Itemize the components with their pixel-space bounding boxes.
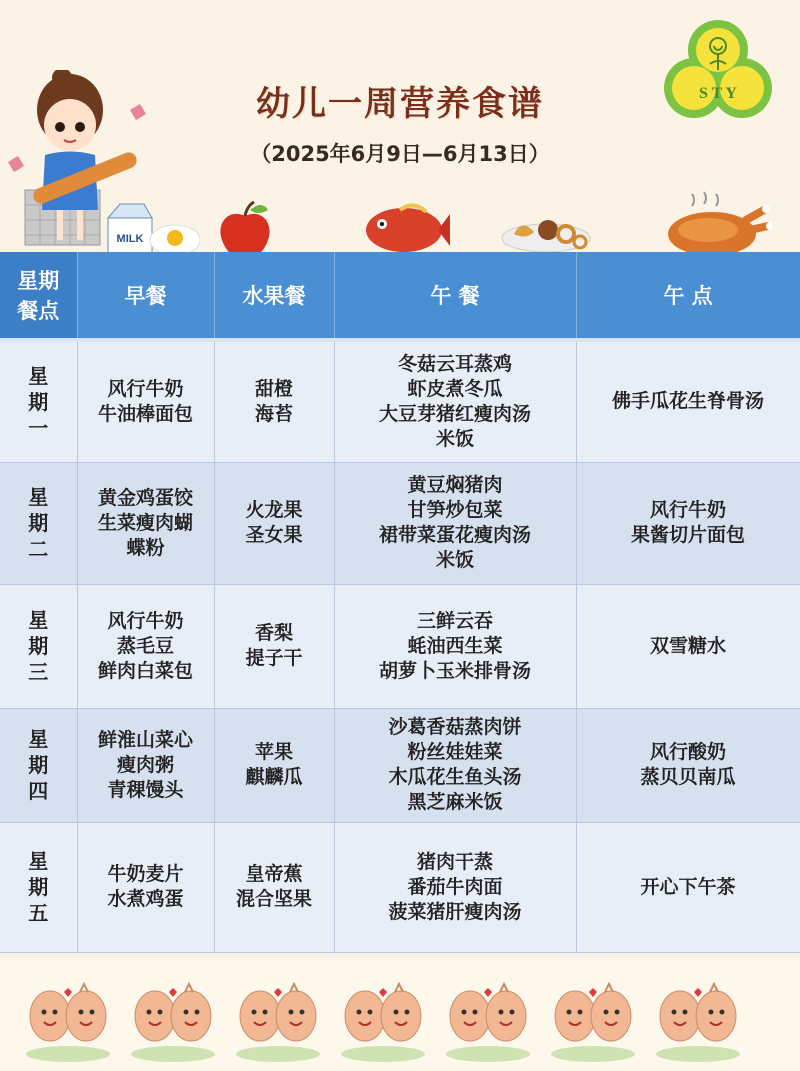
- menu-item: 米饭: [435, 427, 474, 450]
- day-cell: [0, 584, 77, 708]
- day-char: 星: [28, 608, 49, 632]
- menu-item: 海苔: [254, 402, 293, 425]
- menu-item: 蝶粉: [126, 536, 165, 559]
- menu-item: 蒸贝贝南瓜: [640, 766, 736, 788]
- menu-item: 甜橙: [254, 377, 293, 400]
- menu-item: 水煮鸡蛋: [107, 888, 184, 910]
- fish-icon: [360, 196, 450, 258]
- egg-couple-icon: [446, 984, 530, 1062]
- menu-item: 混合坚果: [235, 888, 312, 910]
- egg-couple-icon: [656, 984, 740, 1062]
- day-char: 期: [28, 634, 49, 658]
- menu-item: 虾皮煮冬瓜: [407, 377, 503, 400]
- menu-item: 蒸毛豆: [116, 634, 174, 657]
- menu-item: 提子干: [245, 647, 303, 669]
- day-char: 三: [28, 660, 49, 684]
- menu-item: 米饭: [435, 549, 474, 571]
- menu-item: 蚝油西生菜: [407, 634, 503, 657]
- day-char: 期: [28, 875, 49, 899]
- menu-item: 生菜瘦肉蝴: [97, 511, 193, 534]
- egg-couple-icon: [236, 984, 320, 1062]
- menu-item: 果酱切片面包: [630, 524, 745, 546]
- menu-item: 猪肉干蒸: [416, 850, 493, 873]
- menu-item: 风行牛奶: [649, 499, 726, 521]
- breakfast-cell: [77, 462, 214, 584]
- day-char: 期: [28, 511, 49, 535]
- menu-item: 番茄牛肉面: [407, 875, 503, 898]
- menu-item: 双雪糖水: [649, 634, 726, 657]
- egg-couple-icon: [551, 984, 635, 1062]
- menu-item: 裙带菜蛋花瘦肉汤: [378, 524, 531, 546]
- snack-cell: [576, 342, 800, 462]
- snack-plate-icon: [500, 204, 592, 256]
- menu-item: 牛油棒面包: [97, 402, 193, 425]
- menu-item: 麒麟瓜: [245, 766, 303, 788]
- menu-item: 火龙果: [245, 499, 303, 521]
- menu-item: 皇帝蕉: [245, 863, 303, 885]
- lunch-cell: [334, 584, 576, 708]
- menu-item: 佛手瓜花生脊骨汤: [611, 390, 764, 413]
- day-cell: [0, 462, 77, 584]
- egg-couple-strip: [0, 958, 800, 1067]
- fruit-cell: [214, 342, 334, 462]
- table-row: [0, 342, 800, 462]
- breakfast-cell: [77, 342, 214, 462]
- column-header-snack: 午 点: [576, 252, 800, 338]
- snack-cell: [576, 708, 800, 822]
- menu-item: 沙葛香菇蒸肉饼: [388, 716, 522, 738]
- snack-cell: [576, 462, 800, 584]
- day-char: 星: [28, 727, 49, 751]
- breakfast-cell: [77, 708, 214, 822]
- menu-item: 三鲜云吞: [416, 609, 493, 632]
- day-char: 星: [28, 849, 49, 873]
- day-char: 期: [28, 389, 49, 414]
- menu-item: 黄金鸡蛋饺: [97, 486, 193, 509]
- table-row: [0, 822, 800, 952]
- table-row: [0, 708, 800, 822]
- menu-item: 瘦肉粥: [116, 753, 174, 776]
- menu-item: 大豆芽猪红瘦肉汤: [378, 402, 531, 425]
- menu-item: 风行酸奶: [649, 741, 726, 763]
- egg-couple-decoration: [0, 958, 800, 1067]
- day-char: 五: [28, 901, 49, 925]
- menu-item: 甘笋炒包菜: [407, 499, 503, 521]
- breakfast-cell: [77, 822, 214, 952]
- menu-item: 牛奶麦片: [107, 863, 184, 885]
- apple-icon: [214, 200, 276, 260]
- menu-item: 青稞馒头: [107, 778, 184, 801]
- lunch-cell: [334, 342, 576, 462]
- snack-cell: [576, 822, 800, 952]
- breakfast-cell: [77, 584, 214, 708]
- table-row: [0, 584, 800, 708]
- day-char: 期: [28, 753, 49, 777]
- fruit-cell: [214, 822, 334, 952]
- column-header-breakfast: 早餐: [77, 252, 214, 338]
- roast-chicken-icon: [662, 190, 772, 258]
- day-cell: [0, 708, 77, 822]
- menu-item: 风行牛奶: [107, 377, 184, 400]
- menu-item: 鲜淮山菜心: [97, 728, 193, 751]
- corner-header: [0, 252, 77, 338]
- logo-text: S T Y: [699, 85, 737, 102]
- menu-item: 粉丝娃娃菜: [407, 741, 503, 763]
- day-char: 二: [28, 537, 49, 561]
- day-char: 星: [28, 485, 49, 509]
- lunch-cell: [334, 708, 576, 822]
- day-char: 星: [28, 363, 49, 388]
- day-cell: [0, 822, 77, 952]
- lunch-cell: [334, 822, 576, 952]
- column-header-lunch: 午 餐: [334, 252, 576, 338]
- day-char: 一: [28, 415, 49, 440]
- menu-item: 圣女果: [245, 524, 303, 546]
- weekly-menu-table: [0, 252, 800, 953]
- menu-item: 冬菇云耳蒸鸡: [397, 352, 512, 375]
- school-logo: [662, 18, 774, 122]
- day-char: 四: [28, 779, 49, 803]
- day-cell: [0, 342, 77, 462]
- menu-item: 黄豆焖猪肉: [407, 474, 503, 496]
- menu-item: 香梨: [254, 622, 293, 644]
- page-title: 幼儿一周营养食谱: [256, 84, 544, 124]
- date-range: （2025年6月9日—6月13日）: [250, 142, 550, 166]
- menu-item: 木瓜花生鱼头汤: [388, 766, 522, 788]
- menu-item: 风行牛奶: [107, 609, 184, 632]
- menu-item: 开心下午茶: [640, 875, 736, 898]
- table-row: [0, 462, 800, 584]
- menu-item: 黑芝麻米饭: [407, 791, 503, 813]
- menu-item: 苹果: [254, 741, 293, 763]
- egg-couple-icon: [26, 984, 110, 1062]
- milk-label: MILK: [116, 233, 144, 245]
- fruit-cell: [214, 462, 334, 584]
- corner-top-label: 星期: [17, 269, 60, 293]
- column-header-fruit: 水果餐: [214, 252, 334, 338]
- table-header-row: [0, 252, 800, 338]
- menu-item: 鲜肉白菜包: [97, 659, 193, 682]
- egg-couple-icon: [131, 984, 215, 1062]
- fruit-cell: [214, 584, 334, 708]
- lunch-cell: [334, 462, 576, 584]
- snack-cell: [576, 584, 800, 708]
- menu-item: 菠菜猪肝瘦肉汤: [388, 900, 522, 923]
- corner-bottom-label: 餐点: [17, 299, 60, 323]
- menu-item: 胡萝卜玉米排骨汤: [378, 659, 531, 682]
- egg-couple-icon: [341, 984, 425, 1062]
- fruit-cell: [214, 708, 334, 822]
